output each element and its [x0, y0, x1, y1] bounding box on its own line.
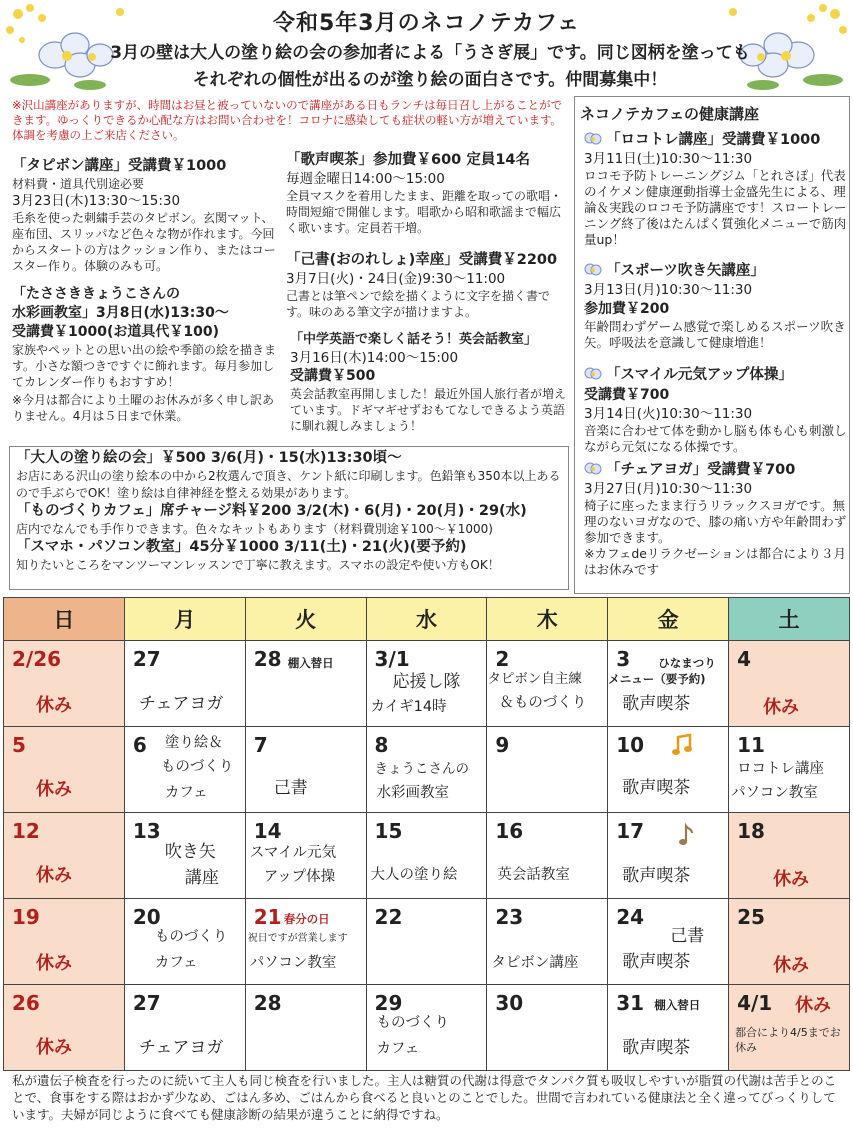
- calendar-day: [487, 813, 608, 899]
- pansy-icon: [584, 263, 602, 277]
- calendar-day: [608, 641, 729, 727]
- tapibon-desc: 毛糸を使った刺繍手芸のタピボン。玄関マット、座布団、スリッパなど色々な物が作れます。今回からスタートの方はクッション作り、またはコースター作り。体験のみも可。: [12, 211, 276, 273]
- day-event: 歌声喫茶: [622, 866, 691, 886]
- english-fee: 受講費￥500: [290, 368, 376, 384]
- header-tuesday: 火: [245, 598, 366, 641]
- day-number: 17: [616, 819, 645, 843]
- calendar-day: [366, 985, 487, 1071]
- calendar-day: [245, 641, 366, 727]
- closed-label: 休み: [773, 869, 810, 890]
- calendar-week-3: [4, 813, 850, 899]
- holiday-note: 祝日ですが営業します: [247, 933, 348, 944]
- day-number: 3: [616, 647, 631, 671]
- calendar-day: [608, 985, 729, 1071]
- day-event: 歌声喫茶: [622, 952, 691, 972]
- day-event: ものづくり: [160, 759, 234, 775]
- day-number: 27: [132, 647, 161, 671]
- fukiya-heading: 「スポーツ吹き矢講座」: [606, 263, 765, 279]
- tapibon-fee-note: 材料費・道具代別途必要: [12, 177, 145, 191]
- calendar-day: [366, 641, 487, 727]
- singing-cafe-section: [286, 150, 568, 236]
- calendar-day: [245, 813, 366, 899]
- watercolor-section: [12, 285, 282, 424]
- day-number: 2/26: [12, 647, 62, 671]
- day-event: 塗り絵＆: [164, 735, 223, 751]
- day-number: 9: [495, 733, 510, 757]
- locotre-desc: ロコモ予防トレーニングジム「とれさぽ」代表のイケメン健康運動指導士金盛先生による、理論＆実践のロコモ予防講座です！スロートレーニング終了後はたんぱく質強化メニューで筋肉量up！: [584, 168, 847, 247]
- calendar-day: [4, 727, 125, 813]
- fukiya-date: 3月13日(月)10:30〜11:30: [584, 282, 753, 298]
- day-tag: ひなまつり: [658, 656, 716, 670]
- day-event: 歌声喫茶: [622, 1038, 691, 1058]
- watercolor-heading-1: 「たささききょうこさんの: [12, 286, 180, 302]
- calendar-day: [124, 641, 245, 727]
- day-event: チェアヨガ: [138, 1038, 224, 1058]
- day-event: 大人の塗り絵: [370, 867, 458, 883]
- day-event: 講座: [184, 868, 219, 888]
- kosho-heading: 「己書(おのれしょ)幸座」受講費￥2200: [286, 252, 558, 268]
- chair-yoga-date: 3月27日(月)10:30〜11:30: [584, 481, 753, 497]
- day-number: 19: [12, 905, 40, 929]
- calendar-week-5: [4, 985, 850, 1071]
- header-sunday: 日: [4, 598, 125, 641]
- calendar-day: [608, 813, 729, 899]
- day-event: 己書: [670, 926, 705, 946]
- day-event: ロコトレ講座: [737, 761, 825, 777]
- chair-yoga-note: ※カフェdeリラクゼーションは都合により３月はお休みです: [584, 546, 846, 577]
- calendar-day: [4, 985, 125, 1071]
- calendar-day: [124, 813, 245, 899]
- watercolor-desc: 家族やペットとの思い出の絵や季節の絵を描きます。小さな額つきですぐに飾れます。毎月参加してカレンダー作りもおすすめ！: [12, 343, 277, 389]
- day-number: 8: [374, 733, 389, 757]
- health-item-chair-yoga: [584, 460, 848, 578]
- day-event: アップ体操: [263, 869, 336, 885]
- day-number: 2: [495, 647, 510, 671]
- calendar-day: [245, 727, 366, 813]
- day-event: カフェ: [376, 1041, 420, 1057]
- day-event: 歌声喫茶: [622, 694, 691, 714]
- singing-cafe-schedule: 毎週金曜日14:00〜15:00: [286, 171, 445, 187]
- calendar-day: [366, 899, 487, 985]
- events-box: [9, 446, 569, 590]
- pansy-icon: [584, 462, 602, 476]
- locotre-date: 3月11日(土)10:30〜11:30: [584, 151, 753, 167]
- day-number: 4: [737, 647, 751, 671]
- smaho-desc: 知りたいところをマンツーマンレッスンで丁寧に教えます。スマホの設定や使い方もOK！: [16, 558, 500, 572]
- day-event: カイギ14時: [370, 699, 447, 715]
- smile-heading: 「スマイル元気アップ体操」: [606, 367, 793, 383]
- watercolor-heading-2: 水彩画教室」3月8日(水)13:30〜: [12, 305, 229, 321]
- day-number: 14: [253, 819, 282, 843]
- english-heading: 「中学英語で楽しく話そう！英会話教室」: [290, 332, 538, 347]
- day-number: 10: [616, 733, 645, 757]
- kosho-section: [286, 250, 568, 320]
- day-number: 24: [616, 905, 645, 929]
- chair-yoga-desc: 椅子に座ったまま行うリラックスヨガです。無理のないヨガなので、膝の痛い方や年齢問わず参加できます。: [584, 498, 847, 545]
- calendar-day: [487, 899, 608, 985]
- calendar-day: [366, 813, 487, 899]
- day-number: 18: [737, 819, 765, 843]
- day-number: 27: [132, 991, 161, 1015]
- notice-text: ※沢山講座がありますが、時間はお昼と被っていないので講座がある日もランチは毎日召し上がることができます。ゆっくりできるか心配な方はお問い合わせを！コロナに感染しても症状の軽い方が増えています。体調を考慮の上ご来店ください。: [12, 98, 563, 142]
- day-event: きょうこさんの: [374, 761, 470, 777]
- closed-label: 休み: [36, 865, 72, 886]
- header-thursday: 木: [487, 598, 608, 641]
- calendar-week-1: [4, 641, 850, 727]
- header-wednesday: 水: [366, 598, 487, 641]
- day-number: 22: [374, 905, 403, 929]
- day-event: タピボン自主練: [487, 671, 582, 687]
- header-friday: 金: [608, 598, 729, 641]
- tapibon-heading: 「タピボン講座」受講費￥1000: [12, 158, 227, 174]
- health-course-title: ネコノテカフェの健康講座: [580, 105, 759, 123]
- calendar-day: [729, 727, 850, 813]
- footer-text: 私が遺伝子検査を行ったのに続いて主人も同じ検査を行いました。主人は糖質の代謝は得意でタンパク質も吸収しやすいが脂質の代謝は苦手とのことで、食事をする際はおかず少なめ、ごはん多め、ごはんから食べると良いとのことでした。世間で言われている健康法と全く違ってびっくりしています。夫婦が同じように食べても健康診断の結果が違うことに納得ですね。: [12, 1073, 837, 1122]
- day-event: 己書: [273, 778, 308, 798]
- day-tag: 棚入替日: [287, 656, 334, 670]
- day-event: ＆ものづくり: [499, 695, 587, 711]
- singing-cafe-heading: 「歌声喫茶」参加費￥600 定員14名: [286, 152, 530, 168]
- closed-label: 休み: [795, 995, 832, 1016]
- calendar-header-row: [4, 598, 850, 641]
- closed-label: 休み: [763, 697, 800, 718]
- day-number: 29: [374, 991, 403, 1015]
- fukiya-desc: 年齢問わずゲーム感覚で楽しめるスポーツ吹き矢。呼吸法を意識して健康増進！: [584, 319, 846, 350]
- english-date: 3月16日(木)14:00〜15:00: [290, 350, 459, 366]
- day-event: スマイル元気: [249, 845, 337, 861]
- closed-label: 休み: [36, 779, 72, 800]
- header-saturday: 土: [729, 598, 850, 641]
- page-title: 令和5年3月のネコノテカフェ: [272, 11, 581, 36]
- day-event: チェアヨガ: [138, 694, 224, 714]
- calendar-day: [608, 899, 729, 985]
- tapibon-date: 3月23日(木)13:30〜15:30: [12, 193, 181, 209]
- calendar-day: [4, 813, 125, 899]
- chair-yoga-heading: 「チェアヨガ」受講費￥700: [606, 462, 796, 478]
- smaho-heading: 「スマホ・パソコン教室」45分￥1000 3/11(土)・21(火)(要予約): [16, 539, 467, 555]
- day-number: 28: [253, 991, 282, 1015]
- nurie-heading: 「大人の塗り絵の会」￥500 3/6(月)・15(水)13:30頃〜: [16, 450, 402, 466]
- day-number: 7: [253, 733, 268, 757]
- day-number: 25: [737, 905, 765, 929]
- day-event: 応援し隊: [392, 672, 461, 692]
- day-number: 12: [12, 819, 40, 843]
- closed-label: 休み: [773, 955, 810, 976]
- health-item-locotre: [584, 130, 848, 248]
- smile-date: 3月14日(火)10:30〜11:30: [584, 406, 753, 422]
- closure-note: 都合により4/5までお休み: [735, 1026, 841, 1054]
- calendar-day: [729, 899, 850, 985]
- calendar-table: [3, 597, 850, 1071]
- kosho-desc: 己書とは筆ペンで絵を描くように文字を描く書です。味のある筆文字が描けますよ。: [286, 289, 551, 319]
- calendar-day: [245, 985, 366, 1071]
- day-number: 5: [12, 733, 26, 757]
- locotre-heading: 「ロコトレ講座」受講費￥1000: [606, 132, 821, 148]
- calendar-day: [729, 985, 850, 1071]
- day-event: カフェ: [164, 785, 208, 801]
- day-event: 吹き矢: [164, 842, 216, 862]
- day-number: 30: [495, 991, 524, 1015]
- calendar-day: [487, 727, 608, 813]
- smile-fee: 受講費￥700: [584, 387, 670, 403]
- health-item-smile: [584, 365, 848, 455]
- holiday-tag: 春分の日: [283, 912, 330, 926]
- pansy-icon: [584, 367, 602, 381]
- day-tag: メニュー（要予約): [608, 672, 706, 686]
- day-number: 26: [12, 991, 40, 1015]
- day-number: 20: [132, 905, 161, 929]
- calendar-day: [729, 641, 850, 727]
- closed-label: 休み: [36, 953, 72, 974]
- calendar-day: [4, 641, 125, 727]
- day-event: カフェ: [154, 955, 198, 971]
- calendar-day: [608, 727, 729, 813]
- day-number: 16: [495, 819, 524, 843]
- watercolor-fee: 受講費￥1000(お道具代￥100): [12, 324, 219, 340]
- health-item-fukiya: [584, 261, 848, 351]
- monodukuri-heading: 「ものづくりカフェ」席チャージ料￥200 3/2(木)・6(月)・20(月)・29(水): [16, 503, 527, 519]
- english-desc: 英会話教室再開しました！最近外国人旅行者が増えています。ドギマギせずおもてなしできるよう英語に馴れ親しみましょう！: [290, 387, 567, 433]
- kosho-date: 3月7日(火)・24日(金)9:30〜11:00: [286, 271, 506, 287]
- singing-cafe-desc: 全員マスクを着用したまま、距離を取っての歌唱・時間短縮で開催します。唱歌から昭和歌謡まで幅広く歌います。定員若干増。: [286, 189, 563, 235]
- music-note-icon: [676, 823, 694, 847]
- fukiya-fee: 参加費￥200: [584, 301, 670, 317]
- calendar-day: [366, 727, 487, 813]
- tapibon-section: [12, 156, 282, 274]
- day-event: ものづくり: [376, 1015, 450, 1031]
- calendar-day: [487, 641, 608, 727]
- calendar-day: [4, 899, 125, 985]
- calendar-week-4: [4, 899, 850, 985]
- day-number: 28: [253, 647, 282, 671]
- day-tag: 棚入替日: [654, 998, 701, 1012]
- nurie-desc: お店にある沢山の塗り絵本の中から2枚選んで頂き、ケント紙に印刷します。色鉛筆も350本以上あるので手ぶらでOK！塗り絵は自律神経を整える効果があります。: [16, 469, 561, 500]
- day-number: 3/1: [374, 647, 410, 671]
- calendar-day: [124, 899, 245, 985]
- music-note-icon: [672, 733, 694, 757]
- day-number: 13: [132, 819, 161, 843]
- day-number: 6: [132, 733, 147, 757]
- smile-desc: 音楽に合わせて体を動かし脳も体も心も刺激しながら元気になる体操です。: [584, 423, 847, 454]
- header-monday: 月: [124, 598, 245, 641]
- day-event: ものづくり: [154, 929, 228, 945]
- calendar-day: [124, 985, 245, 1071]
- intro-text: 3月の壁は大人の塗り絵の会の参加者による「うさぎ展」です。同じ図柄を塗ってもそれぞれの個性が出るのが塗り絵の面白さです。仲間募集中！: [110, 43, 750, 90]
- day-event: パソコン教室: [731, 785, 818, 801]
- day-number: 4/1: [737, 991, 773, 1015]
- watercolor-note: ※今月は都合により土曜のお休みが多く申し訳ありません。4月は５日まで休業。: [12, 393, 275, 423]
- day-number: 11: [737, 733, 765, 757]
- day-event: 英会話教室: [497, 867, 570, 883]
- monodukuri-desc: 店内でなんでも手作りできます。色々なキットもあります（材料費別途￥100〜￥1000): [16, 522, 493, 536]
- calendar-day: [729, 813, 850, 899]
- day-number: 31: [616, 991, 645, 1015]
- day-event: タピボン講座: [491, 955, 579, 971]
- day-number: 21: [253, 905, 282, 929]
- english-section: [290, 330, 568, 434]
- pansy-icon: [584, 132, 602, 146]
- day-event: 水彩画教室: [376, 785, 450, 801]
- calendar-day: [124, 727, 245, 813]
- day-number: 23: [495, 905, 524, 929]
- closed-label: 休み: [36, 695, 72, 716]
- calendar-day: [245, 899, 366, 985]
- day-event: 歌声喫茶: [622, 778, 691, 798]
- calendar-week-2: [4, 727, 850, 813]
- day-number: 15: [374, 819, 403, 843]
- day-event: パソコン教室: [249, 955, 337, 971]
- closed-label: 休み: [36, 1037, 72, 1058]
- calendar-day: [487, 985, 608, 1071]
